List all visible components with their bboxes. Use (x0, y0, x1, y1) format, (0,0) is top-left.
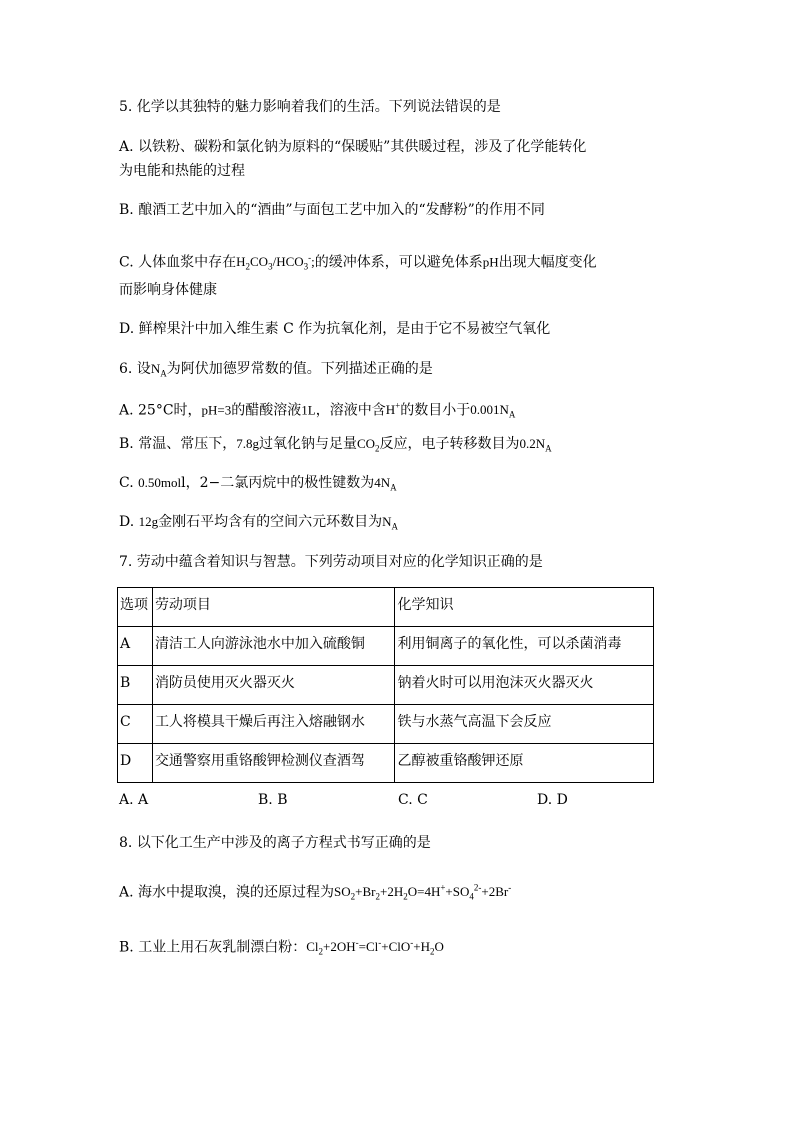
buffer-formula: $H_2CO_3/HCO_3^-$; (236, 253, 315, 272)
q5-option-c-cont: 而影响身体健康 (119, 282, 217, 298)
table-cell: A (118, 627, 153, 666)
q5-option-c: C. 人体血浆中存在$H_2CO_3/HCO_3^-$;的缓冲体系，可以避免体系pH出现大幅度变化 (119, 253, 597, 272)
table-cell: 利用铜离子的氧化性，可以杀菌消毒 (395, 627, 654, 666)
table-row (118, 627, 654, 666)
q5-stem: 5. 化学以其独特的魅力影响着我们的生活。下列说法错误的是 (119, 99, 501, 115)
table-cell: 工人将模具干燥后再注入熔融钢水 (152, 705, 395, 744)
table-row (118, 666, 654, 705)
q5-option-b: B. 酿酒工艺中加入的“酒曲”与面包工艺中加入的“发酵粉”的作用不同 (119, 202, 545, 218)
table-cell: 乙醇被重铬酸钾还原 (395, 744, 654, 783)
table-cell: 清洁工人向游泳池水中加入硫酸铜 (152, 627, 395, 666)
bromine-equation: $SO_2+Br_2+2H_2O=4H^++SO_4^{2-}+2Br^-$ (334, 883, 512, 902)
q7-choice-d: D. D (537, 792, 568, 808)
q5-option-a-cont: 为电能和热能的过程 (119, 163, 245, 179)
table-cell: 铁与水蒸气高温下会反应 (395, 705, 654, 744)
q7-choice-b: B. B (258, 792, 288, 808)
q7-choice-c: C. C (398, 792, 428, 808)
q7-stem: 7. 劳动中蕴含着知识与智慧。下列劳动项目对应的化学知识正确的是 (119, 554, 543, 570)
q5-option-d: D. 鲜榨果汁中加入维生素 C 作为抗氧化剂，是由于它不易被空气氧化 (119, 321, 551, 337)
table-header-cell: 劳动项目 (152, 588, 395, 627)
table-header-row (118, 588, 654, 627)
table-cell: C (118, 705, 153, 744)
q5-option-a: A. 以铁粉、碳粉和氯化钠为原料的“保暖贴”其供暖过程，涉及了化学能转化 (119, 139, 587, 155)
table-cell: D (118, 744, 153, 783)
q6-option-c: C. 0.50moll，2−二氯丙烷中的极性键数为$4N_A$ (119, 475, 397, 493)
q6-option-b: B. 常温、常压下，7.8g过氧化钠与足量$CO_2$反应，电子转移数目为$0.2N_A$ (119, 436, 552, 454)
q8-option-a: A. 海水中提取溴，溴的还原过程为$SO_2+Br_2+2H_2O=4H^++SO_4^{2-}+2Br^-$ (119, 883, 512, 902)
table-cell: B (118, 666, 153, 705)
q6-option-a: A. 25°C时，pH=3的醋酸溶液1L，溶液中含H+的数目小于$0.001N_A$ (119, 401, 516, 420)
bleach-equation: $Cl_2+2OH^-=Cl^-+ClO^-+H_2O$ (306, 938, 444, 957)
q6-option-d: D. 12g金刚石平均含有的空间六元环数目为$N_A$ (119, 514, 399, 532)
table-row (118, 744, 654, 783)
q8-option-b: B. 工业上用石灰乳制漂白粉：$Cl_2+2OH^-=Cl^-+ClO^-+H_2O$ (119, 938, 444, 957)
q7-choice-a: A. A (119, 792, 149, 808)
q7-choices (119, 792, 679, 814)
table-row (118, 705, 654, 744)
table-cell: 钠着火时可以用泡沫灭火器灭火 (395, 666, 654, 705)
table-cell: 交通警察用重铬酸钾检测仪查酒驾 (152, 744, 395, 783)
table-header-cell: 化学知识 (395, 588, 654, 627)
labor-knowledge-table (117, 587, 654, 783)
q8-stem: 8. 以下化工生产中涉及的离子方程式书写正确的是 (119, 835, 431, 851)
table-header-cell: 选项 (118, 588, 153, 627)
table-cell: 消防员使用灭火器灭火 (152, 666, 395, 705)
q6-stem: 6. 设$N_A$为阿伏加德罗常数的值。下列描述正确的是 (119, 361, 433, 379)
